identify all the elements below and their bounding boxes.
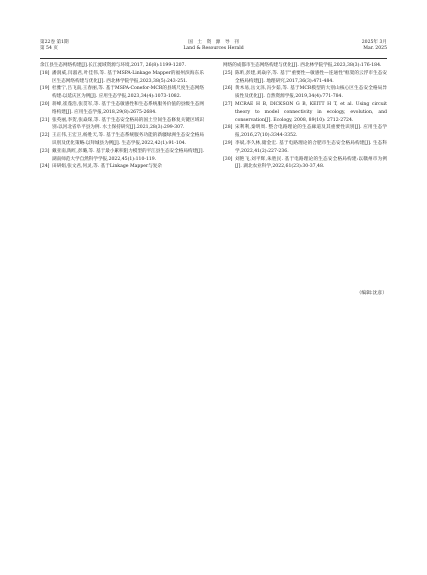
header-right: [362, 40, 387, 53]
reference-item: [223, 101, 387, 124]
reference-text: 刘艳飞,刘平辉,朱胜民. 基于电路理论的生态安全格局构建:以赣州市为例[J]. 湖北农业科学,2022,61(23):30-37,48.: [235, 156, 387, 170]
reference-item: [40, 132, 204, 148]
reference-number: [21]: [40, 117, 50, 123]
reference-text: 田研娟,张文君,何灵,等. 基于Linkage Mapper与复杂: [52, 164, 162, 170]
reference-item: [40, 101, 204, 117]
reference-text: MCRAE H B, DICKSON G B, KEITT H T, et al. Using circuit theory to model connectivity in ecology, evolution, and conservation[J]. Ecology, 2008, 89(10): 2712-2724.: [235, 101, 387, 123]
reference-text: 陈昕,彭建,刘焱序,等. 基于"重要性—敏感性—连通性"框架的云浮市生态安全格局构建[J]. 地理研究,2017,36(3):471-484.: [235, 70, 387, 84]
reference-continuation: 余江县生态网络构建[J].长江流域资源与环境,2017, 26(8):1199-1207.: [40, 63, 186, 68]
journal-title-en: Land & Resources Herald: [183, 46, 244, 52]
references-left-column: [40, 62, 204, 171]
references-right-column: [223, 62, 387, 171]
reference-item: [40, 163, 204, 171]
reference-item: [40, 70, 204, 86]
page-number: 第 54 页: [40, 46, 58, 52]
reference-number: [19]: [40, 86, 50, 92]
reference-number: [26]: [223, 86, 233, 92]
reference-number: [25]: [223, 70, 233, 76]
reference-item: [223, 156, 387, 172]
reference-item: [223, 85, 387, 101]
reference-text: 蒋峰,崔蓬浩,张贯军,等. 基于生态敏感性和生态系统服务价值的县级生态网络构建[J]. 应用生态学报,2018,29(8):2675-2684.: [52, 101, 204, 115]
reference-text: 宋利利,秦明周. 整合电路理论的生态廊道及其重要性识别[J]. 应用生态学报,2016,27(10):3344-3352.: [235, 125, 387, 139]
reference-item: [223, 140, 387, 156]
reference-number: [29]: [223, 140, 233, 146]
header-center: [40, 40, 387, 53]
reference-text: 杜雅宁,吕飞南,王春丽,等. 基于MSPA-Conefor-MCR的县域尺度生态网络构建:以延庆区为例[J]. 应用生态学报,2023,34(4):1073-1082.: [52, 86, 204, 100]
volume-issue: 第22卷 第1期: [40, 40, 69, 45]
reference-text: 潘润威,闫淑君,叶佳伟,等. 基于MSPA-Linkage Mapper的福州滨海东乐区生态网络构建与优化[J]. 西北林学院学报,2023,38(5):243-251.: [52, 70, 204, 84]
reference-text: 张英丽,李贺,张焱琛,等. 基于生态安全格局的国土空间生态修复关键区域识别:以河北省阜平县为例. 水土保持研究[J].2021,28(3):299-307.: [52, 117, 204, 131]
reference-item: [40, 85, 204, 101]
reference-text: 黄木易,岳文泽,冯少茹,等. 基于MCR模型的大别山核心区生态安全格局异质性及优化[J]. 自然资源学报,2019,34(4):771-784.: [235, 86, 387, 100]
reference-text: 李斌,李久林,储金宏. 基于电路理论的合肥市生态安全格局构建[J]. 生态科学,2022,41(2):227-236.: [235, 140, 387, 154]
journal-header: [40, 40, 387, 58]
reference-number: [28]: [223, 125, 233, 131]
reference-number: [20]: [40, 101, 50, 107]
reference-text: 戴亚南,陶红,彭璐,等. 基于最小累积阻力模型的平江县生态安全格局构建[J]. 湖南师范大学自然科学学报,2022,45(1):110-119.: [52, 148, 205, 162]
reference-number: [22]: [40, 133, 50, 139]
reference-item: [223, 124, 387, 140]
reference-item: [40, 148, 204, 164]
issue-date-cn: 2025年 3月: [361, 40, 387, 45]
reference-item: [223, 70, 387, 86]
reference-text: 王正伟,王宏卫,杨胜天,等. 基于生态系统服务功能的新疆绿洲生态安全格局识别及优化策略:以拜城县为例[J]. 生态学报,2022,42(1):91-104.: [52, 133, 204, 146]
editor-note: （编辑:沈彦）: [356, 291, 387, 296]
reference-number: [27]: [223, 101, 233, 107]
reference-number: [30]: [223, 156, 233, 162]
reference-number: [23]: [40, 148, 50, 154]
header-divider: [40, 58, 387, 59]
reference-number: [24]: [40, 164, 50, 170]
reference-number: [18]: [40, 70, 50, 76]
reference-item: [40, 117, 204, 133]
journal-title-cn: 国 土 资 源 导 刊: [188, 40, 239, 45]
reference-continuation: 网络的成都市生态网络构建与优化[J]. 西北林学院学报,2023,38(3):176-184.: [223, 63, 382, 68]
issue-date-en: Mar. 2025: [363, 46, 387, 52]
